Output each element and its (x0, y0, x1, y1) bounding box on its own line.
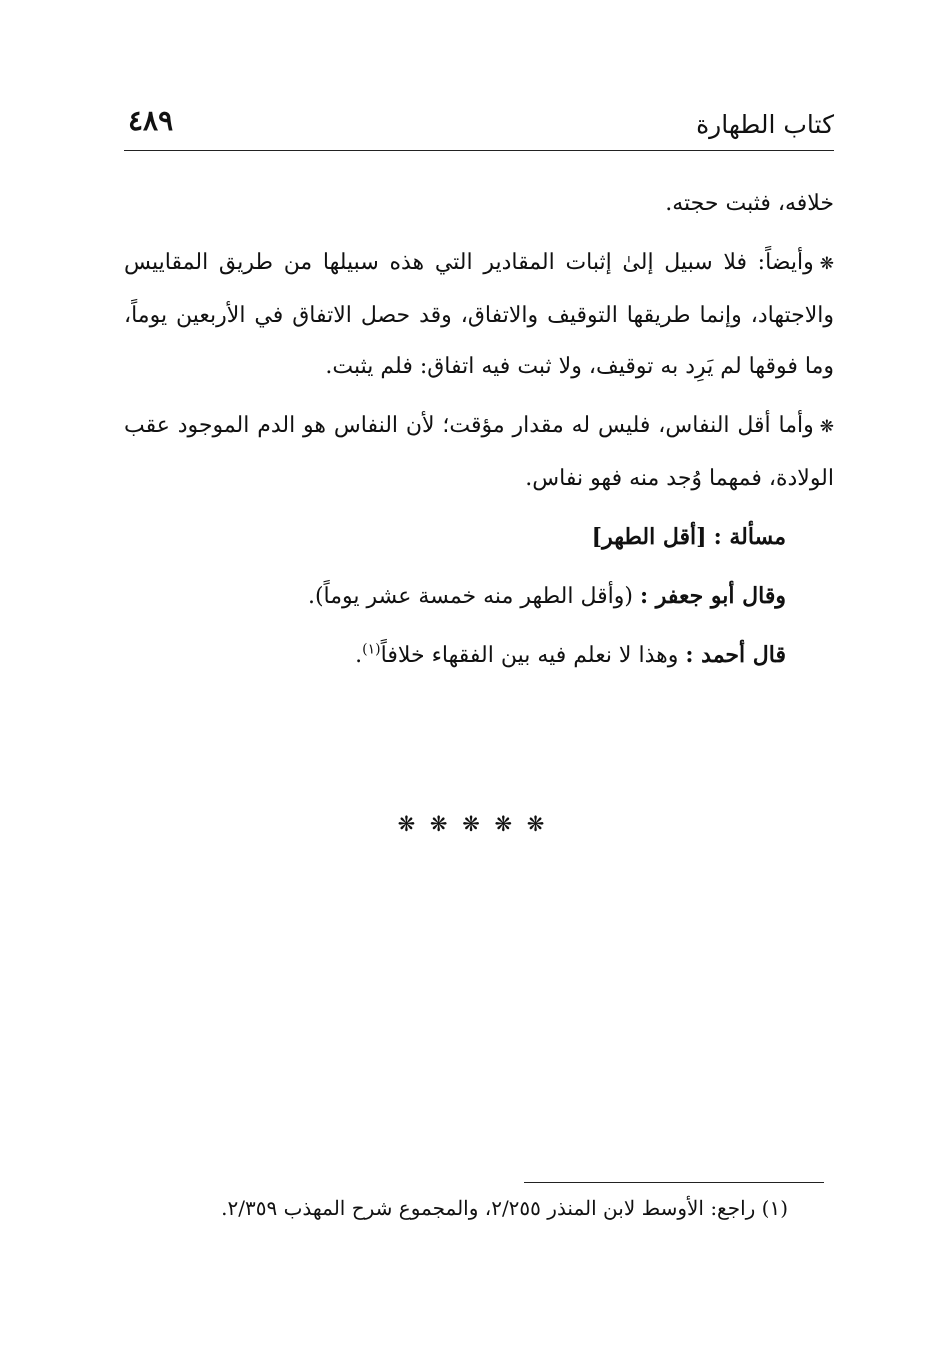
page-header (124, 104, 834, 148)
masala-label: مسألة : (713, 524, 786, 550)
paragraph-text: خلافه، فثبت حجته. (665, 191, 834, 216)
ahmad-label: قال أحمد : (685, 642, 786, 668)
main-text (124, 178, 834, 689)
paragraph-measures (124, 237, 834, 392)
page-number: ٤٨٩ (128, 104, 174, 137)
chapter-title: كتاب الطهارة (696, 110, 834, 139)
footnote: (١) راجع: الأوسط لابن المنذر ٢/٢٥٥، والمجموع شرح المهذب ٢/٣٥٩. (221, 1196, 788, 1220)
asterism-icon: ❋ (819, 417, 834, 437)
abu-jafar-text: (وأقل الطهر منه خمسة عشر يوماً). (307, 584, 633, 609)
ahmad-line (124, 630, 786, 681)
masala-heading (124, 512, 786, 563)
abu-jafar-label: وقال أبو جعفر : (639, 583, 786, 609)
paragraph-text: وأيضاً: فلا سبيل إلىٰ إثبات المقادير التي هذه سبيلها من طريق المقاييس والاجتهاد، وإنما طريقها التوقيف والاتفاق، وقد حصل الاتفاق في الأربعين يوماً، وما فوقها لم يَرِد به توقيف، ولا ثبت فيه اتفاق: فلم يثبت. (124, 250, 835, 379)
section-divider-asterisms: ❋ ❋ ❋ ❋ ❋ (397, 812, 549, 836)
masala-title: [أقل الطهر] (591, 524, 707, 550)
ahmad-text-end: . (355, 643, 363, 668)
paragraph-text: وأما أقل النفاس، فليس له مقدار مؤقت؛ لأن النفاس هو الدم الموجود عقب الولادة، فمهما وُجد منه فهو نفاس. (124, 413, 834, 491)
paragraph-nifas (124, 400, 834, 504)
masala-block (124, 512, 786, 681)
ahmad-text: وهذا لا نعلم فيه بين الفقهاء خلافاً (380, 643, 679, 668)
paragraph-continuation (124, 178, 834, 229)
asterism-icon: ❋ (819, 254, 834, 274)
footnote-rule (524, 1182, 824, 1183)
abu-jafar-line (124, 571, 786, 622)
header-rule (124, 150, 834, 151)
footnote-reference[interactable]: (١) (362, 641, 381, 658)
